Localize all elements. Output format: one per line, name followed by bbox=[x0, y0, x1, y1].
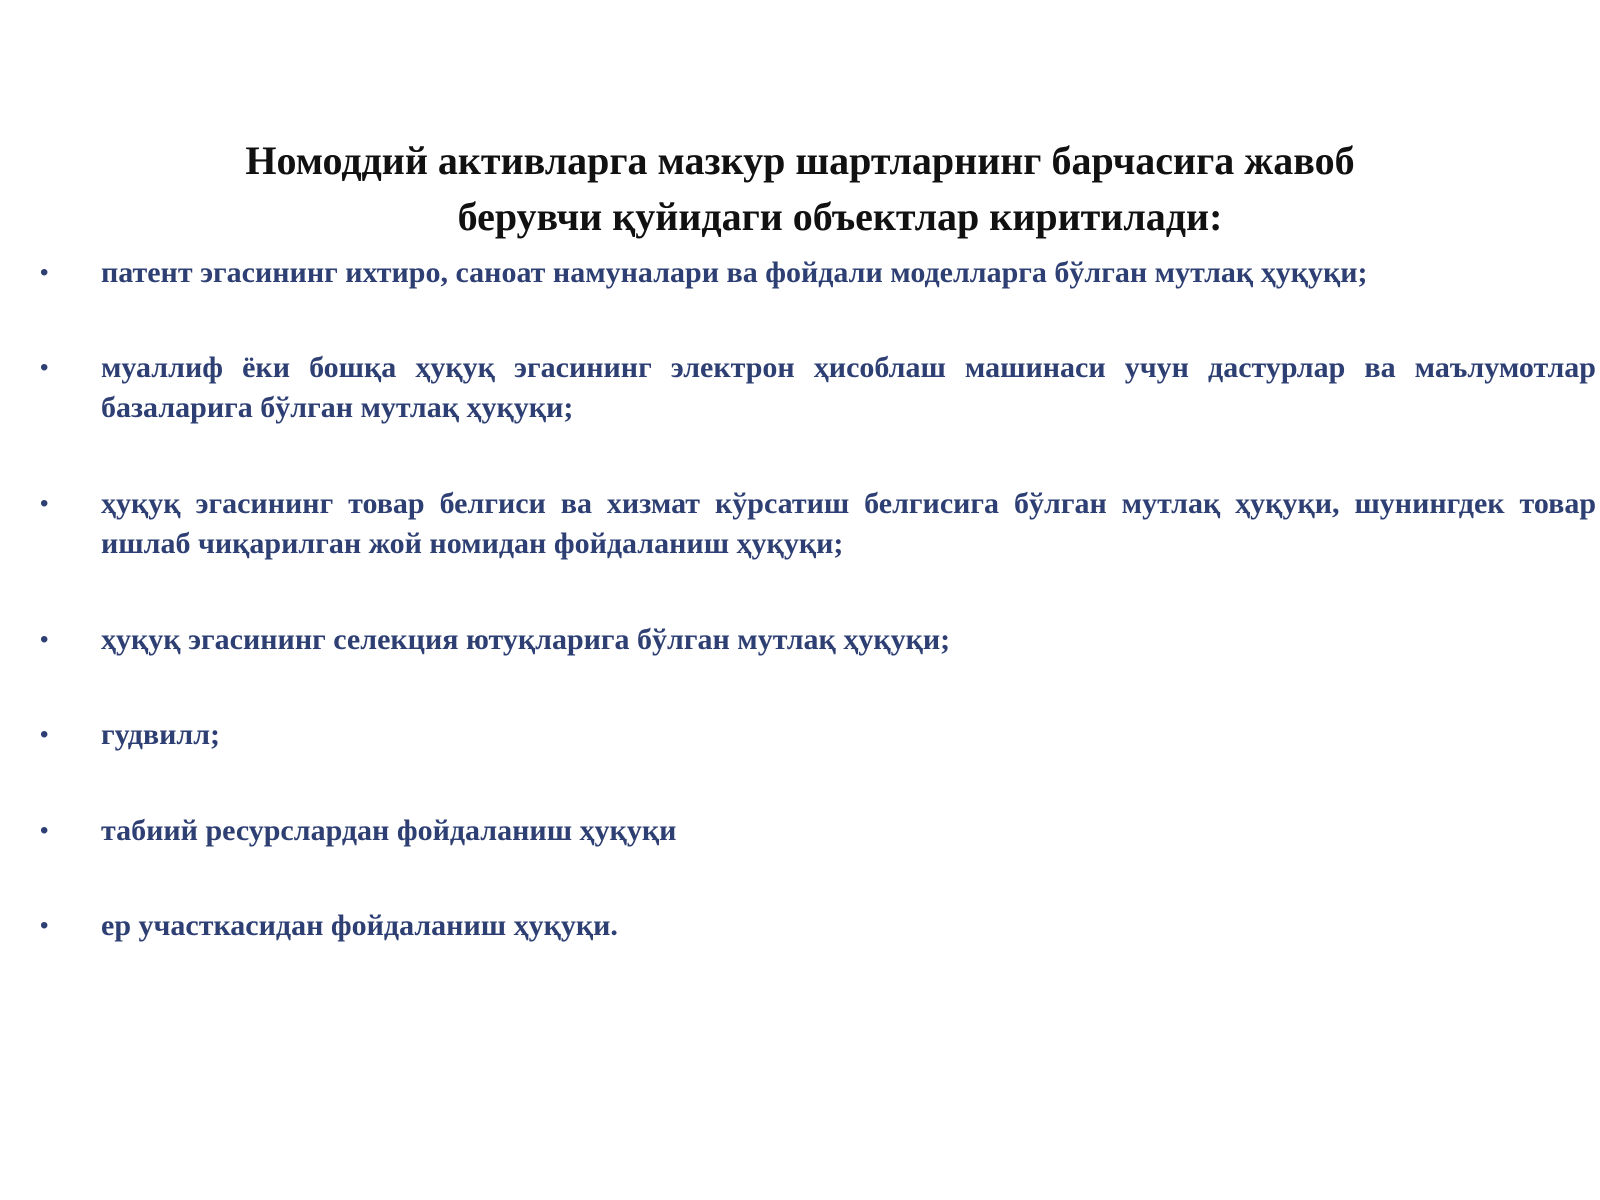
slide-title-line-2: берувчи қуйидаги объектлар киритилади: bbox=[457, 194, 1223, 239]
slide-title-line-1: Номоддий активларга мазкур шартларнинг барчасига жавоб bbox=[245, 138, 1355, 183]
bullet-icon: • bbox=[40, 259, 49, 286]
list-item-text: ҳуқуқ эгасининг селекция ютуқларига бўлган мутлақ ҳуқуқи; bbox=[101, 623, 951, 656]
bullet-icon: • bbox=[40, 354, 49, 381]
bullet-icon: • bbox=[40, 721, 49, 748]
list-item-text: ҳуқуқ эгасининг товар белгиси ва хизмат кўрсатиш белгисига бўлган мутлақ ҳуқуқи, шунингдек товар ишлаб чиқарилган жой номидан фойдаланиш ҳуқуқи; bbox=[101, 487, 1596, 560]
bullet-icon: • bbox=[40, 912, 49, 939]
list-item-text: патент эгасининг ихтиро, саноат намуналари ва фойдали моделларга бўлган мутлақ ҳуқуқи; bbox=[101, 256, 1368, 289]
list-item-text: ер участкасидан фойдаланиш ҳуқуқи. bbox=[101, 909, 618, 942]
bullet-icon: • bbox=[40, 817, 49, 844]
list-item-text: табиий ресурслардан фойдаланиш ҳуқуқи bbox=[101, 814, 677, 847]
list-item-text: муаллиф ёки бошқа ҳуқуқ эгасининг электрон ҳисоблаш машинаси учун дастурлар ва маълумотлар базаларига бўлган мутлақ ҳуқуқи; bbox=[101, 351, 1596, 424]
list-item-text: гудвилл; bbox=[101, 718, 221, 751]
slide-title bbox=[120, 133, 1480, 245]
bullet-icon: • bbox=[40, 490, 49, 517]
bullet-icon: • bbox=[40, 626, 49, 653]
